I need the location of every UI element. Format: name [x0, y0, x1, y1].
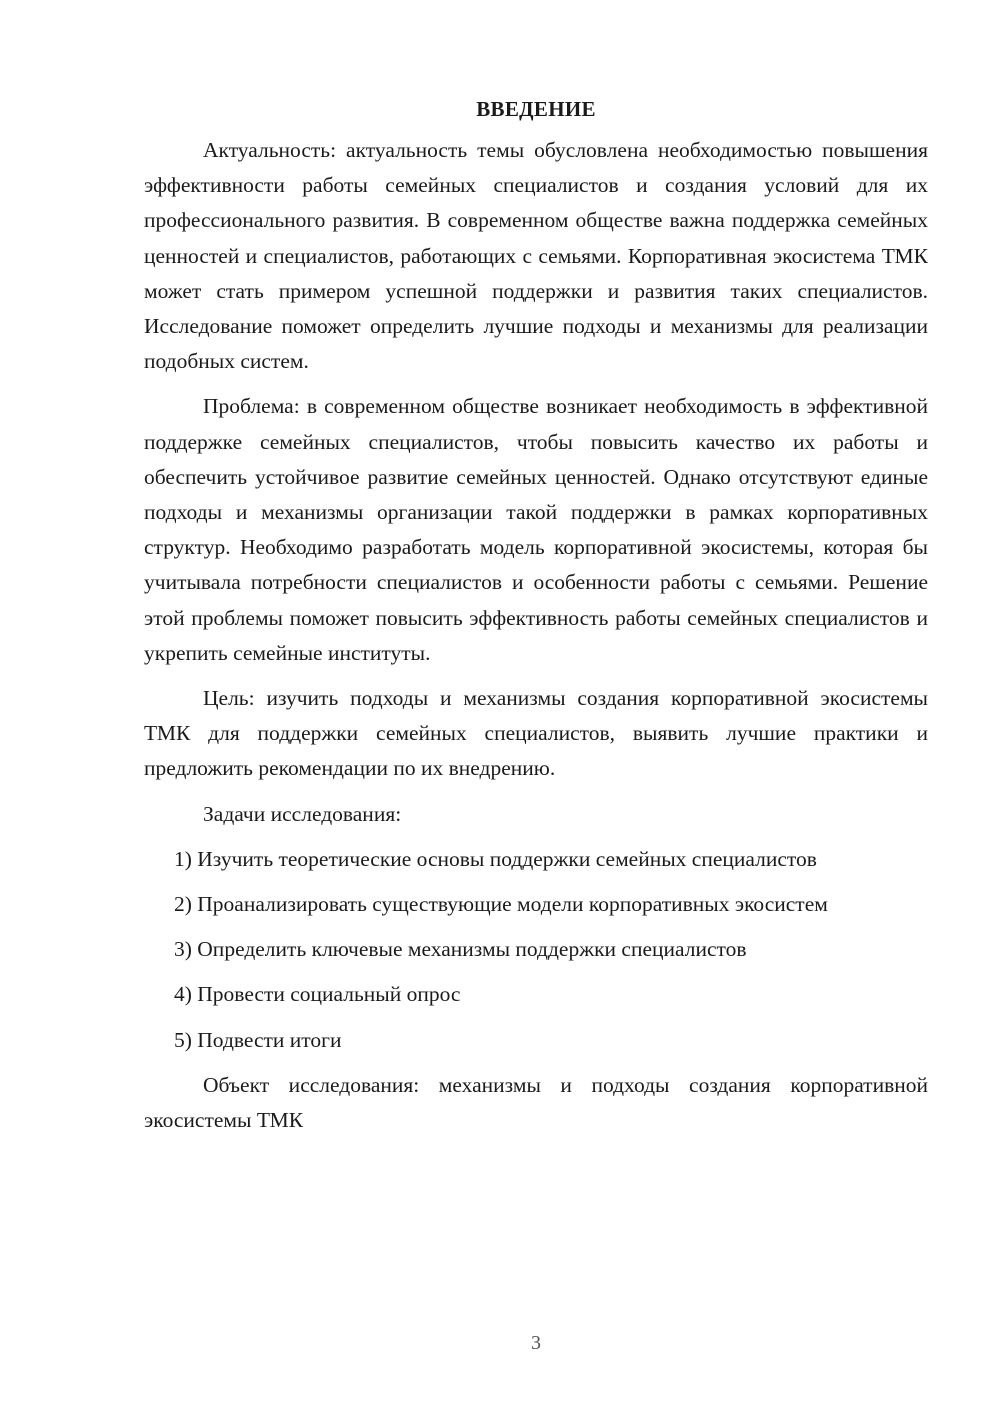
- document-page: [144, 92, 928, 1148]
- page-number: 3: [531, 1332, 541, 1354]
- paragraph-object: Объект исследования: механизмы и подходы создания корпоративной экосистемы ТМК: [144, 1072, 928, 1133]
- paragraph-relevance: Актуальность: актуальность темы обусловлена необходимостью повышения эффективности работы семейных специалистов и создания условий для их профессионального развития. В современном обществе важна поддержка семейных ценностей и специалистов, работающих с семьями. Корпоративная экосистема ТМК может стать примером успешной поддержки и развития таких специалистов. Исследование поможет определить лучшие подходы и механизмы для реализации подобных систем.: [144, 138, 928, 374]
- paragraph-goal: Цель: изучить подходы и механизмы создания корпоративной экосистемы ТМК для поддержки семейных специалистов, выявить лучшие практики и предложить рекомендации по их внедрению.: [144, 686, 928, 781]
- task-item-3: 3) Определить ключевые механизмы поддержки специалистов: [174, 937, 747, 962]
- task-item-5: 5) Подвести итоги: [174, 1027, 342, 1052]
- paragraph-tasks-heading: Задачи исследования:: [203, 801, 402, 826]
- section-title: ВВЕДЕНИЕ: [476, 97, 596, 121]
- task-item-1: 1) Изучить теоретические основы поддержки семейных специалистов: [174, 846, 817, 871]
- task-item-4: 4) Провести социальный опрос: [174, 982, 461, 1007]
- paragraph-problem: Проблема: в современном обществе возникает необходимость в эффективной поддержке семейных специалистов, чтобы повысить качество их работы и обеспечить устойчивое развитие семейных ценностей. Однако отсутствуют единые подходы и механизмы организации такой поддержки в рамках корпоративных структур. Необходимо разработать модель корпоративной экосистемы, которая бы учитывала потребности специалистов и особенности работы с семьями. Решение этой проблемы поможет повысить эффективность работы семейных специалистов и укрепить семейные институты.: [144, 394, 928, 665]
- task-item-2: 2) Проанализировать существующие модели корпоративных экосистем: [174, 892, 828, 917]
